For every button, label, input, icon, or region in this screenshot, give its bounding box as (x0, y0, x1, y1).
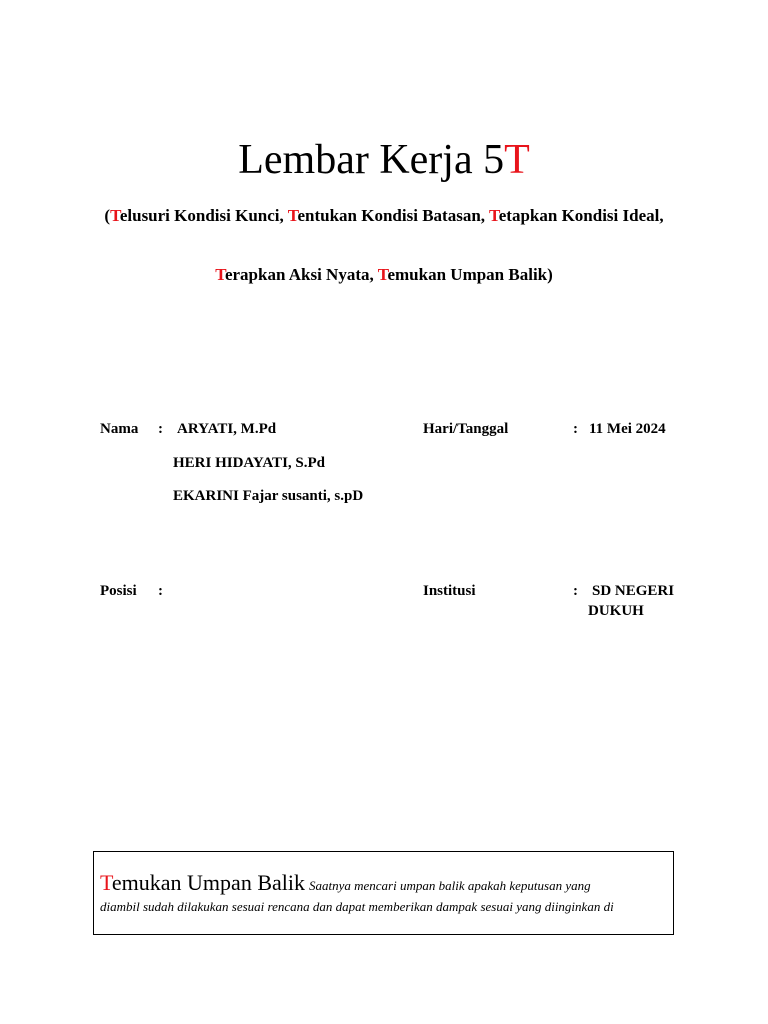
subtitle-text: elusuri Kondisi Kunci, (119, 206, 288, 225)
subtitle-initial: T (377, 265, 388, 284)
institusi-value-line-2: DUKUH (588, 603, 644, 619)
document-title (0, 134, 768, 186)
subtitle-line-1 (100, 205, 668, 227)
feedback-description-2: diambil sudah dilakukan sesuai rencana dan dapat memberikan dampak sesuai yang diinginkan di (100, 899, 614, 914)
subtitle-initial: T (287, 206, 298, 225)
institusi-value-line-1: SD NEGERI (592, 583, 675, 599)
nama-value-2: HERI HIDAYATI, S.Pd (173, 455, 325, 471)
nama-label: Nama (100, 421, 139, 437)
hari-tanggal-colon: : (573, 421, 578, 437)
posisi-colon: : (158, 583, 163, 599)
subtitle-text: erapkan Aksi Nyata, (224, 265, 378, 284)
feedback-heading: emukan Umpan Balik (111, 870, 305, 895)
institusi-label: Institusi (423, 583, 476, 599)
subtitle-initial: T (488, 206, 499, 225)
hari-tanggal-value: 11 Mei 2024 (589, 421, 666, 437)
feedback-box (93, 851, 674, 935)
title-main: Lembar Kerja 5 (238, 137, 505, 183)
nama-value-3: EKARINI Fajar susanti, s.pD (173, 488, 364, 504)
subtitle-text: emukan Umpan Balik) (387, 265, 553, 284)
hari-tanggal-label: Hari/Tanggal (423, 421, 509, 437)
posisi-label: Posisi (100, 583, 137, 599)
subtitle-initial: T (215, 265, 225, 284)
subtitle-text: etapkan Kondisi Ideal, (498, 206, 664, 225)
subtitle-line-2 (100, 264, 668, 286)
nama-colon: : (158, 421, 163, 437)
feedback-heading-initial: T (100, 870, 112, 895)
nama-value-1: ARYATI, M.Pd (177, 421, 277, 437)
subtitle-open-paren: ( (104, 206, 111, 225)
subtitle-text: entukan Kondisi Batasan, (297, 206, 489, 225)
feedback-description-1: Saatnya mencari umpan balik apakah keputusan yang (308, 878, 591, 893)
title-accent: T (504, 137, 530, 183)
feedback-first-line (100, 870, 667, 899)
institusi-colon: : (573, 583, 578, 599)
subtitle-initial: T (110, 206, 120, 225)
